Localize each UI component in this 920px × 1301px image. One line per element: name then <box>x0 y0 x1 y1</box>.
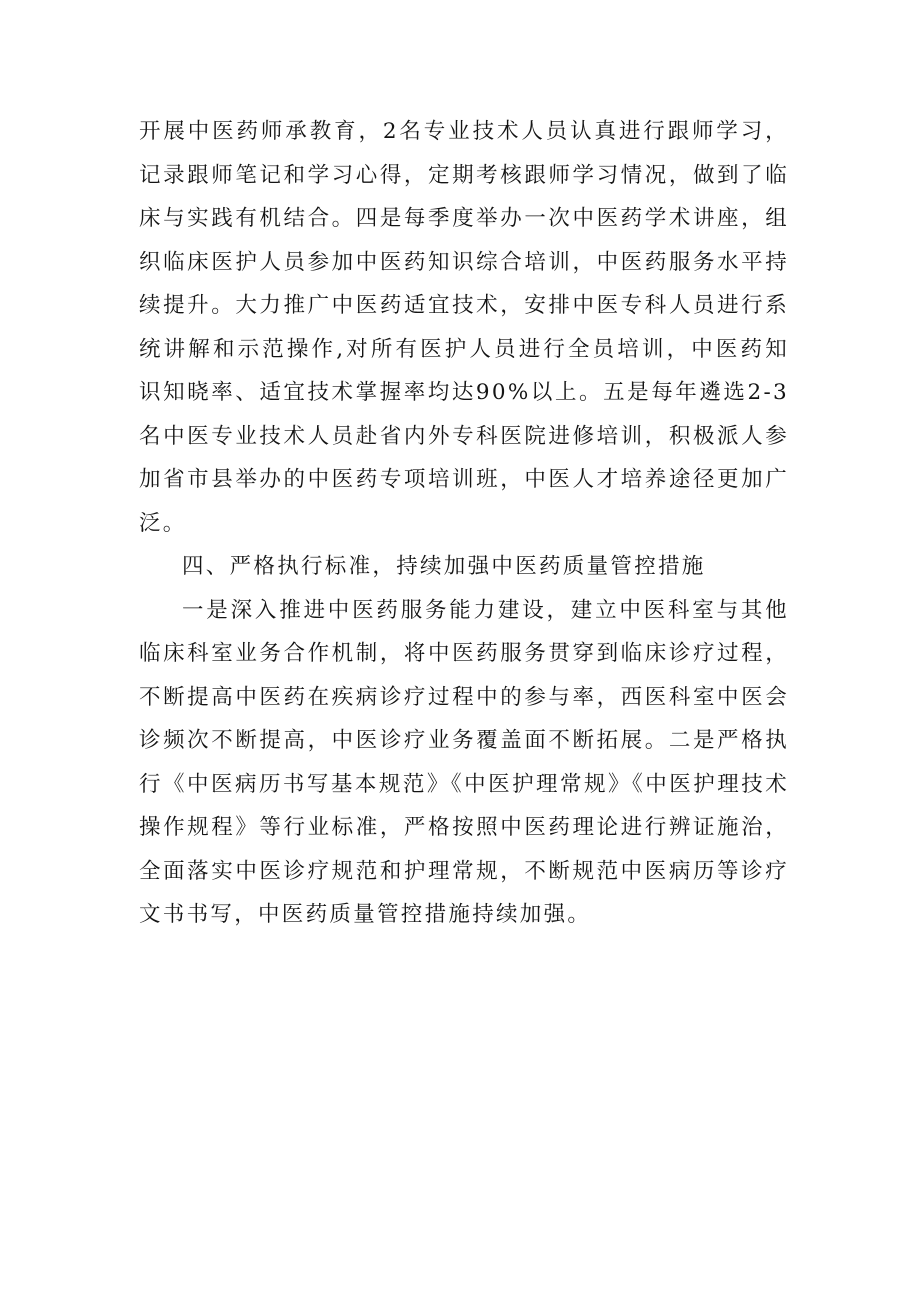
paragraph-section-four-body: 一是深入推进中医药服务能力建设，建立中医科室与其他临床科室业务合作机制，将中医药服务贯穿到临床诊疗过程，不断提高中医药在疾病诊疗过程中的参与率，西医科室中医会诊频次不断提高，中医诊疗业务覆盖面不断拓展。二是严格执行《中医病历书写基本规范》《中医护理常规》《中医护理技术操作规程》等行业标准，严格按照中医药理论进行辨证施治，全面落实中医诊疗规范和护理常规，不断规范中医病历等诊疗文书书写，中医药质量管控措施持续加强。 <box>139 597 789 927</box>
paragraph-continuation: 开展中医药师承教育，2名专业技术人员认真进行跟师学习，记录跟师笔记和学习心得，定期考核跟师学习情况，做到了临床与实践有机结合。四是每季度举办一次中医药学术讲座，组织临床医护人员参加中医药知识综合培训，中医药服务水平持续提升。大力推广中医药适宜技术，安排中医专科人员进行系统讲解和示范操作,对所有医护人员进行全员培训，中医药知识知晓率、适宜技术掌握率均达90%以上。五是每年遴选2-3名中医专业技术人员赴省内外专科医院进修培训，积极派人参加省市县举办的中医药专项培训班，中医人才培养途径更加广泛。 <box>139 119 789 536</box>
section-heading-four: 四、严格执行标准，持续加强中医药质量管控措施 <box>182 554 706 579</box>
document-body <box>139 110 789 937</box>
